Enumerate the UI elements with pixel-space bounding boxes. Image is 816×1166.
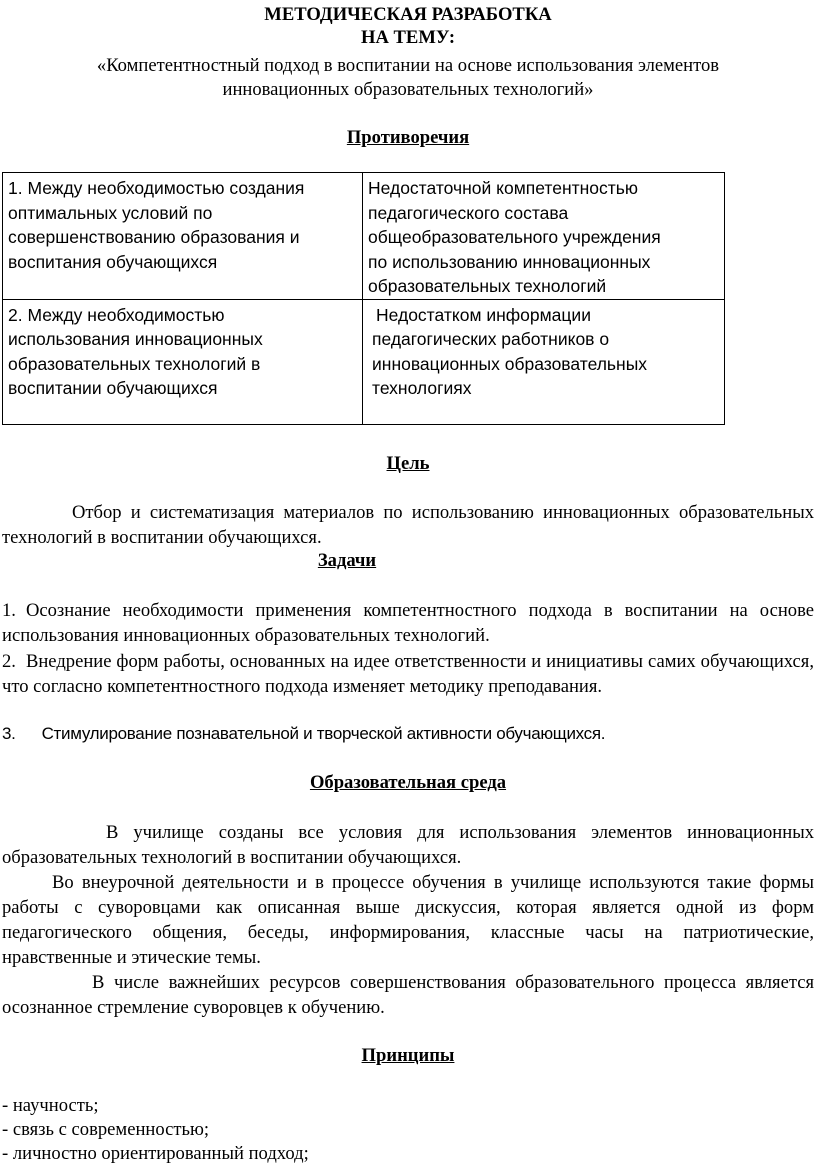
task-text: Внедрение форм работы, основанных на идее ответственности и инициативы самих обучающихся, что согласно компетентностного подхода изменяет методику преподавания.: [2, 651, 814, 697]
cell-line: инновационных образовательных: [372, 353, 648, 374]
contradictions-heading: Противоречия: [346, 127, 470, 148]
principles-heading: Принципы: [361, 1045, 455, 1066]
cell-line: использования инновационных: [8, 329, 263, 349]
table-cell: [3, 173, 363, 300]
environment-paragraph: В числе важнейших ресурсов совершенствования образовательного процесса является осознанное стремление суворовцев к обучению.: [2, 972, 814, 1018]
cell-line: 1. Между необходимостью создания: [8, 178, 305, 198]
cell-line: 2. Между необходимостью: [8, 304, 225, 325]
cell-line: совершенствованию образования и: [8, 227, 300, 247]
document-title: МЕТОДИЧЕСКАЯ РАЗРАБОТКА: [264, 4, 552, 25]
task-number: 3.: [2, 724, 16, 743]
cell-line: образовательных технологий в: [8, 353, 261, 374]
cell-line: образовательных технологий: [368, 276, 607, 296]
task-text: Осознание необходимости применения компетентностного подхода в воспитании на основе использования инновационных образовательных технологий.: [2, 600, 814, 646]
cell-line: Недостатком информации: [376, 304, 591, 325]
environment-heading: Образовательная среда: [309, 772, 507, 793]
cell-line: Недостаточной компетентностью: [368, 178, 639, 198]
cell-line: педагогических работников о: [372, 329, 610, 349]
cell-line: по использованию инновационных: [368, 251, 651, 272]
task-item: [2, 649, 814, 699]
cell-line: воспитании обучающихся: [8, 378, 218, 398]
task-number: 1.: [2, 600, 16, 621]
table-cell: [363, 173, 725, 300]
task-item: [2, 721, 814, 746]
principles-list: [2, 1093, 814, 1165]
environment-paragraph: В училище созданы все условия для использования элементов инновационных образовательных технологий в воспитании обучающихся.: [2, 822, 814, 868]
theme-line-2: инновационных образовательных технологий»: [222, 79, 594, 100]
document-subtitle: НА ТЕМУ:: [360, 27, 456, 48]
task-text: Стимулирование познавательной и творческой активности обучающихся.: [41, 724, 606, 743]
cell-line: воспитания обучающихся: [8, 251, 218, 272]
list-item: - научность;: [2, 1095, 99, 1116]
task-number: 2.: [2, 651, 16, 672]
goal-text: Отбор и систематизация материалов по использованию инновационных образовательных технологий в воспитании обучающихся.: [2, 502, 814, 548]
tasks-heading: Задачи: [317, 550, 377, 571]
goal-heading: Цель: [386, 453, 430, 474]
table-cell: [363, 299, 725, 424]
list-item: - личностно ориентированный подход;: [2, 1143, 309, 1164]
list-item: - связь с современностью;: [2, 1119, 210, 1140]
table-row: [3, 299, 725, 424]
cell-line: оптимальных условий по: [8, 202, 213, 223]
contradictions-table: [2, 172, 725, 425]
cell-line: педагогического состава: [368, 202, 569, 223]
cell-line: общеобразовательного учреждения: [368, 227, 661, 247]
cell-line: технологиях: [372, 378, 472, 398]
task-item: [2, 598, 814, 648]
table-row: [3, 173, 725, 300]
environment-paragraph: Во внеурочной деятельности и в процессе обучения в училище используются такие формы работы с суворовцами как описанная выше дискуссия, которая является одной из форм педагогического общения, беседы, информирования, классные часы на патриотические, нравственные и этические темы.: [2, 872, 814, 968]
table-cell: [3, 299, 363, 424]
theme-line-1: «Компетентностный подход в воспитании на основе использования элементов: [96, 55, 720, 76]
